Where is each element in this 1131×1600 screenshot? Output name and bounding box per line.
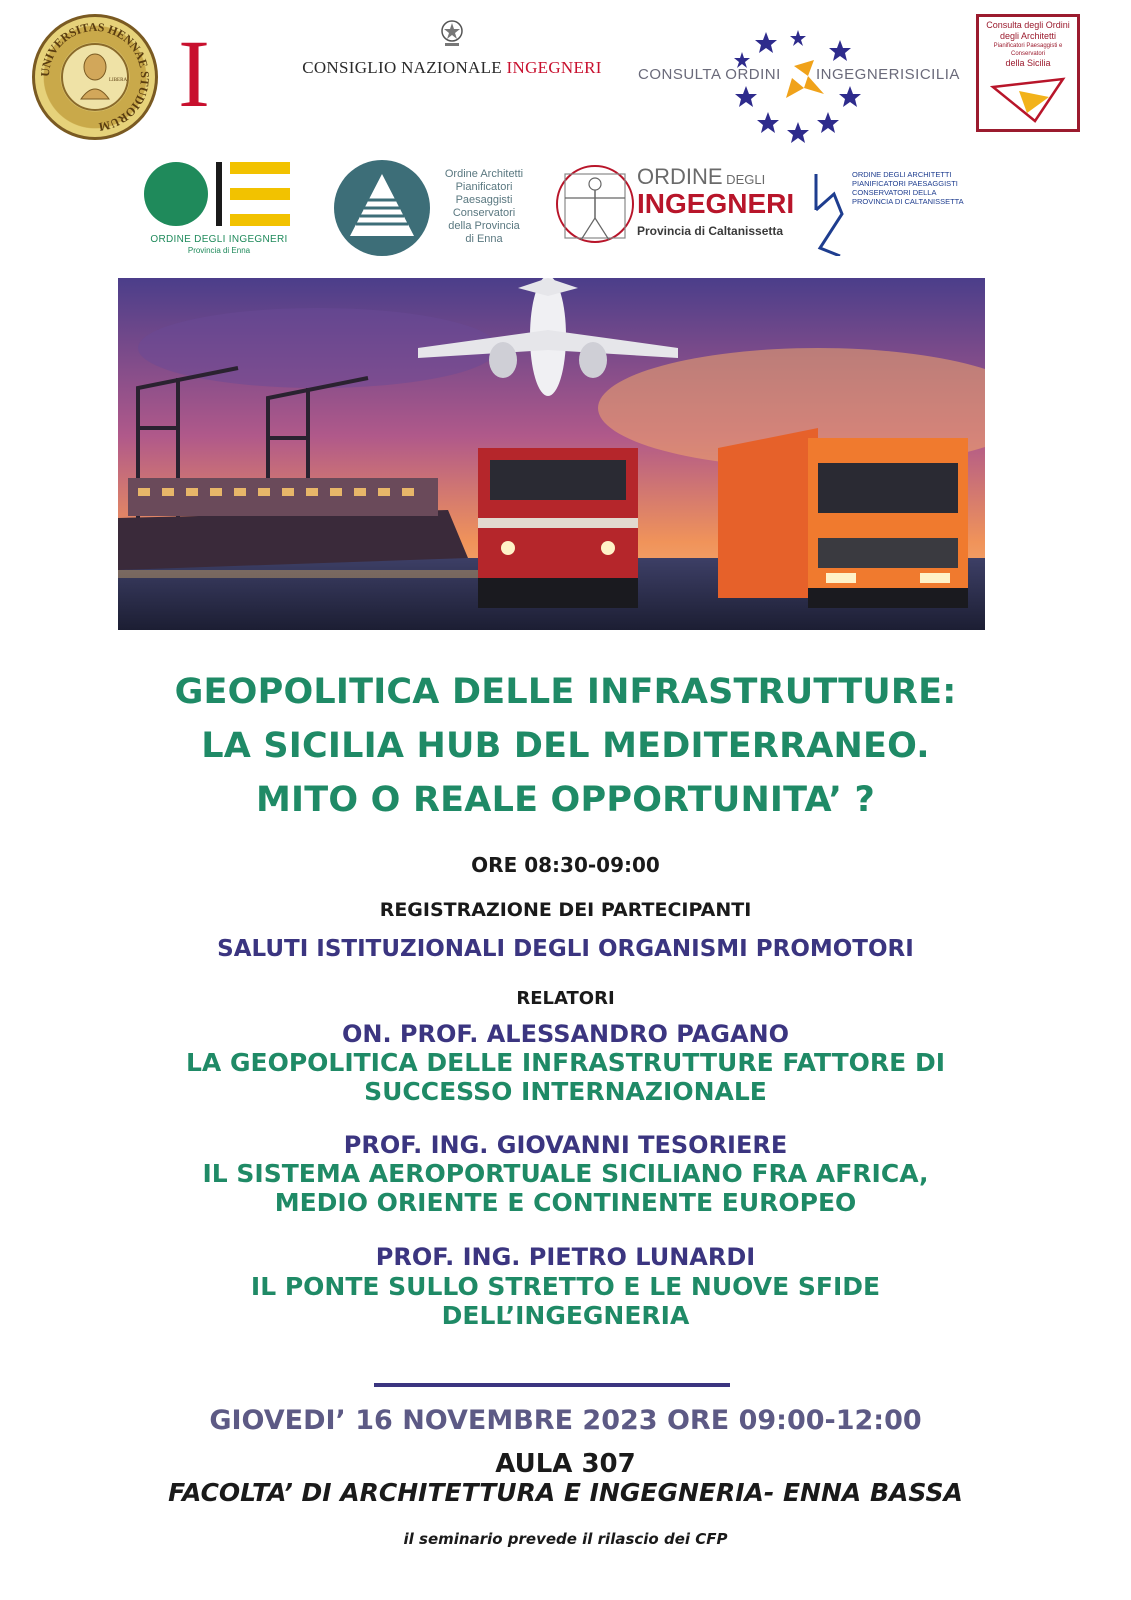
oa-enna-line2: Pianificatori [455,181,513,193]
arch-sicilia-line3: Pianificatori Paesaggisti e Conservatori [993,43,1063,57]
oa-calt-line1: ORDINE DEGLI ARCHITETTI [852,170,952,179]
pyramid-icon [334,160,430,256]
cfp-note: il seminario prevede il rilascio dei CFP [403,1530,728,1548]
oa-enna-line4: Conservatori [452,207,516,219]
hero-illustration [118,278,985,630]
calt-ingegneri: INGEGNERI [637,188,795,219]
speaker-1-name: ON. PROF. ALESSANDRO PAGANO [341,1020,790,1048]
oa-enna-line5: della Provincia [448,220,520,232]
speaker-3-name: PROF. ING. PIETRO LUNARDI [375,1243,756,1271]
oa-enna-line6: di Enna [465,233,503,245]
oa-calt-text [852,170,972,206]
arch-sicilia-line1: Consulta degli Ordini [986,20,1070,30]
registration-time: ORE 08:30-09:00 [471,853,660,877]
speaker-2-topic-line-1: IL SISTEMA AEROPORTUALE SICILIANO FRA AFRICA, [202,1159,929,1188]
architetti-sicilia-logo [976,14,1080,132]
university-seal-logo [32,14,158,140]
speaker-2-name: PROF. ING. GIOVANNI TESORIERE [343,1131,788,1159]
greetings-label: SALUTI ISTITUZIONALI DEGLI ORGANISMI PROMOTORI [217,936,914,962]
i-logo: I [178,20,210,127]
logistics-hero-image [118,278,985,630]
cni-name-main: CONSIGLIO NAZIONALE [302,58,507,77]
ordine-ingegneri-enna-logo [144,162,294,258]
registration-label: REGISTRAZIONE DEI PARTECIPANTI [379,899,752,921]
divider-line [374,1383,730,1387]
oi-bar [216,162,222,226]
seal-inner-text: LIBERA [109,78,127,83]
event-room: AULA 307 [495,1449,636,1479]
consulta-right-text: INGEGNERISICILIA [816,66,960,83]
event-date: GIOVEDI’ 16 NOVEMBRE 2023 ORE 09:00-12:00 [209,1405,922,1436]
cni-logo [292,18,612,88]
calt-ordine-word: ORDINE [637,164,723,189]
arch-sicilia-line2: degli Architetti [999,31,1057,41]
oi-circle [144,162,208,226]
oa-enna-circle [334,160,430,256]
speaker-1-topic-line-1: LA GEOPOLITICA DELLE INFRASTRUTTURE FATTORE DI [185,1048,946,1077]
oa-enna-line1: Ordine Architetti [444,168,524,180]
calt-degli-word: DEGLI [722,172,766,187]
seal-ring-text: UNIVERSITAS HENNAE STUDIORUM [37,19,153,135]
seal-center [61,43,129,111]
arch-sicilia-mark-icon [979,69,1077,129]
cni-name [292,58,612,78]
oa-calt-line3: CONSERVATORI DELLA [852,188,937,197]
oi-enna-caption: ORDINE DEGLI INGEGNERI [150,234,288,245]
oi-lines [230,162,290,226]
oi-enna-sub: Provincia di Enna [187,246,251,255]
consulta-ingegneri-sicilia-logo [636,26,966,148]
cni-name-red: INGEGNERI [506,58,602,77]
speaker-2-topic-line-2: MEDIO ORIENTE E CONTINENTE EUROPEO [274,1188,857,1217]
arch-sicilia-text [979,20,1077,69]
title-line-3: MITO O REALE OPPORTUNITA’ ? [256,780,875,820]
calt-provincia: Provincia di Caltanissetta [637,224,784,238]
vitruvian-man-icon [555,162,637,246]
stars-trinacria-icon [728,26,948,148]
speaker-1-topic-line-2: SUCCESSO INTERNAZIONALE [364,1077,767,1106]
oa-calt-mark-icon [812,170,852,256]
ordine-architetti-enna-logo [334,160,534,260]
speaker-3-topic-line-2: DELL’INGEGNERIA [441,1301,690,1330]
republic-emblem-icon [439,18,465,48]
relatori-label: RELATORI [516,988,615,1009]
oa-enna-text [434,168,534,246]
seal-head-icon [63,45,127,109]
arch-sicilia-line4: della Sicilia [1005,58,1051,68]
title-line-1: GEOPOLITICA DELLE INFRASTRUTTURE: [174,672,957,712]
event-venue: FACOLTA’ DI ARCHITETTURA E INGEGNERIA- ENNA BASSA [168,1478,963,1507]
calt-ordine [637,164,765,190]
oa-enna-line3: Paesaggisti [455,194,513,206]
oa-calt-line2: PIANIFICATORI PAESAGGISTI [852,179,958,188]
ordine-architetti-caltanissetta-logo [812,170,972,260]
oa-calt-line4: PROVINCIA DI CALTANISSETTA [852,197,964,206]
consulta-left-text: CONSULTA ORDINI [638,66,781,83]
speaker-3-topic-line-1: IL PONTE SULLO STRETTO E LE NUOVE SFIDE [250,1272,881,1301]
title-line-2: LA SICILIA HUB DEL MEDITERRANEO. [201,726,930,766]
ordine-ingegneri-caltanissetta-logo [555,158,795,254]
